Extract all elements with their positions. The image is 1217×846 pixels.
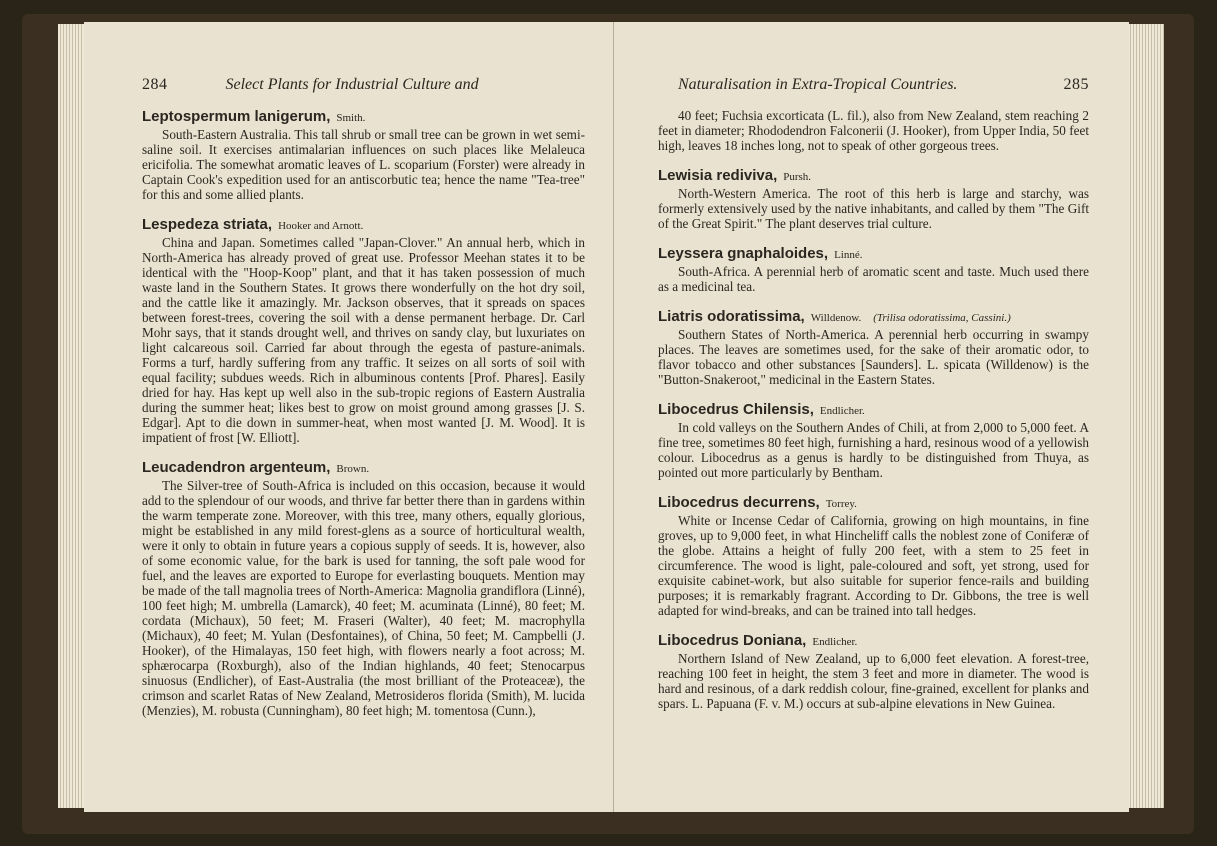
entry-libocedrus-decurrens xyxy=(658,494,1089,618)
entry-name: Leyssera gnaphaloides, xyxy=(658,245,829,262)
left-page xyxy=(84,22,614,812)
entry-authority: Smith. xyxy=(336,112,366,124)
right-page-edges xyxy=(1128,24,1164,808)
entry-text: The Silver-tree of South-Africa is included on this occasion, because it would add to the splendour of our woods, and thrive far better there than in gardens within the warm temperate zone. Moreover, with this tree, many others, equally glorious, might be established in any mild forest-glens as a source of horticultural wealth, were it only to obtain in future years a copious supply of seeds. It is, however, also of some economic value, for the bark is used for tanning, the soft pale wood for fuel, and the leaves are exported to Europe for everlasting bouquets. Mention may be made of the tall magnolia trees of North-America: Magnolia grandiflora (Linné), 100 feet high; M. umbrella (Lamarck), 40 feet; M. acuminata (Linné), 80 feet; M. cordata (Michaux), 50 feet; M. Fraseri (Walter), 40 feet; M. macrophylla (Michaux), 40 feet; M. Yulan (Desfontaines), of China, 50 feet; M. Campbelli (J. Hooker), of the Himalayas, 150 feet high, with flowers nearly a foot across; M. sphærocarpa (Roxburgh), also of the Indian highlands, 40 feet; Stenocarpus sinuosus (Endlicher), of East-Australia (the most brilliant of the Proteaceæ), the crimson and scarlet Ratas of New Zealand, Metrosideros florida (Smith), M. lucida (Menzies), M. robusta (Cunningham), 80 feet high; M. tomentosa (Cunn.), xyxy=(142,478,585,718)
continuation-text: 40 feet; Fuchsia excorticata (L. fil.), also from New Zealand, stem reaching 2 feet in diameter; Rhododendron Falconerii (J. Hooker), from Upper India, 50 feet high, leaves 18 inches long, not to speak of other gorgeous trees. xyxy=(658,108,1089,153)
entry-authority: Endlicher. xyxy=(819,405,865,417)
entry-name: Libocedrus decurrens, xyxy=(658,494,820,511)
entry-text: Southern States of North-America. A perennial herb occurring in swampy places. The leaves are sometimes used, for the sake of their aromatic odor, to flavor tobacco and other substances [Saunders]. L. spicata (Willdenow) is the "Button-Snakeroot," medicinal in the Eastern States. xyxy=(658,327,1089,387)
entry-text: China and Japan. Sometimes called "Japan-Clover." An annual herb, which in North-America has already proved of great use. Professor Meehan states it to be identical with the "Hoop-Koop" plant, and that it has taken possession of much waste land in the Southern States. It grows there wonderfully on the hot dry soil, and the cattle like it amazingly. Mr. Jackson observes, that it spreads on spaces between forest-trees, covering the soil with a dense permanent herbage. Dr. Carl Mohr says, that it stands drought well, and thrives on sandy clay, but luxuriates on light calcareous soil. Carried far about through the egesta of pasture-animals. Forms a turf, hardly suffering from any traffic. It seizes on all sorts of soil with equal facility; subdues weeds. Rich in albuminous contents [Prof. Phares]. Easily dried for hay. Has kept up well also in the sub-tropic regions of Eastern Australia during the summer heat; likes best to grow on moist ground among grasses [J. S. Edgar]. Apt to die down in summer-heat, when most wanted [J. M. Wood]. It is impatient of frost [W. Elliott]. xyxy=(142,235,585,445)
entry-name: Libocedrus Chilensis, xyxy=(658,401,814,418)
entry-name: Libocedrus Doniana, xyxy=(658,632,807,649)
entry-libocedrus-chilensis xyxy=(658,401,1089,480)
entry-authority: Pursh. xyxy=(783,171,812,183)
entry-leyssera xyxy=(658,245,1089,294)
left-running-head xyxy=(142,76,585,94)
entry-name: Lespedeza striata, xyxy=(142,216,273,233)
entry-text: White or Incense Cedar of California, growing on high mountains, in fine groves, up to 9,000 feet, in what Hincheliff calls the noblest zone of Coniferæ of the globe. Attains a height of fully 200 feet, with a stem to 25 feet in circumference. The wood is light, pale-coloured and soft, yet strong, used for exquisite cabinet-work, but also suitable for superior fence-rails and building purposes; it is remarkably fragrant. According to Dr. Gibbons, the tree is well adapted for wind-breaks, and can be trained into tall hedges. xyxy=(658,513,1089,618)
entry-text: Northern Island of New Zealand, up to 6,000 feet elevation. A forest-tree, reaching 100 feet in height, the stem 3 feet and more in diameter. The wood is hard and resinous, of a dark reddish colour, fine-grained, excellent for planks and spars. L. Papuana (F. v. M.) occurs at sub-alpine elevations in New Guinea. xyxy=(658,651,1089,711)
entry-authority: Hooker and Arnott. xyxy=(278,220,364,232)
entry-lespedeza xyxy=(142,216,585,445)
entry-leucadendron xyxy=(142,459,585,718)
left-page-edges xyxy=(58,24,86,808)
entry-text: South-Africa. A perennial herb of aromatic scent and taste. Much used there as a medicinal tea. xyxy=(658,264,1089,294)
entry-authority: Endlicher. xyxy=(812,636,858,648)
entry-synonym: (Trilisa odoratissima, Cassini.) xyxy=(873,312,1011,324)
entry-libocedrus-doniana xyxy=(658,632,1089,711)
right-running-title: Naturalisation in Extra-Tropical Countries. xyxy=(678,76,958,93)
entry-name: Leucadendron argenteum, xyxy=(142,459,331,476)
entry-text: South-Eastern Australia. This tall shrub or small tree can be grown in wet semi-saline soil. It exercises antimalarian influences on such places like Melaleuca ericifolia. The somewhat aromatic leaves of L. scoparium (Forster) were already in Captain Cook's expedition used for an antiscorbutic tea; hence the name "Tea-tree" for this and some allied plants. xyxy=(142,127,585,202)
entry-liatris xyxy=(658,308,1089,387)
entry-authority: Willdenow. xyxy=(810,312,862,324)
entry-lewisia xyxy=(658,167,1089,231)
entry-name: Lewisia rediviva, xyxy=(658,167,778,184)
entry-text: In cold valleys on the Southern Andes of Chili, at from 2,000 to 5,000 feet. A fine tree, sometimes 80 feet high, furnishing a hard, resinous wood of a yellowish colour. Libocedrus as a genus is hardly to be distinguished from Thuya, as pointed out more particularly by Bentham. xyxy=(658,420,1089,480)
entry-text: North-Western America. The root of this herb is large and starchy, was formerly extensively used by the native inhabitants, and called by them "The Gift of the Great Spirit." The plant deserves trial culture. xyxy=(658,186,1089,231)
continuation-paragraph xyxy=(658,108,1089,153)
entry-authority: Torrey. xyxy=(825,498,857,510)
entry-authority: Brown. xyxy=(336,463,370,475)
left-running-title: Select Plants for Industrial Culture and xyxy=(225,76,479,93)
entry-name: Liatris odoratissima, xyxy=(658,308,805,325)
left-page-number: 284 xyxy=(142,76,168,93)
entry-authority: Linné. xyxy=(834,249,863,261)
entry-name: Leptospermum lanigerum, xyxy=(142,108,331,125)
entry-leptospermum xyxy=(142,108,585,202)
right-page xyxy=(614,22,1129,812)
right-page-number: 285 xyxy=(1063,76,1089,93)
right-running-head xyxy=(658,76,1089,94)
